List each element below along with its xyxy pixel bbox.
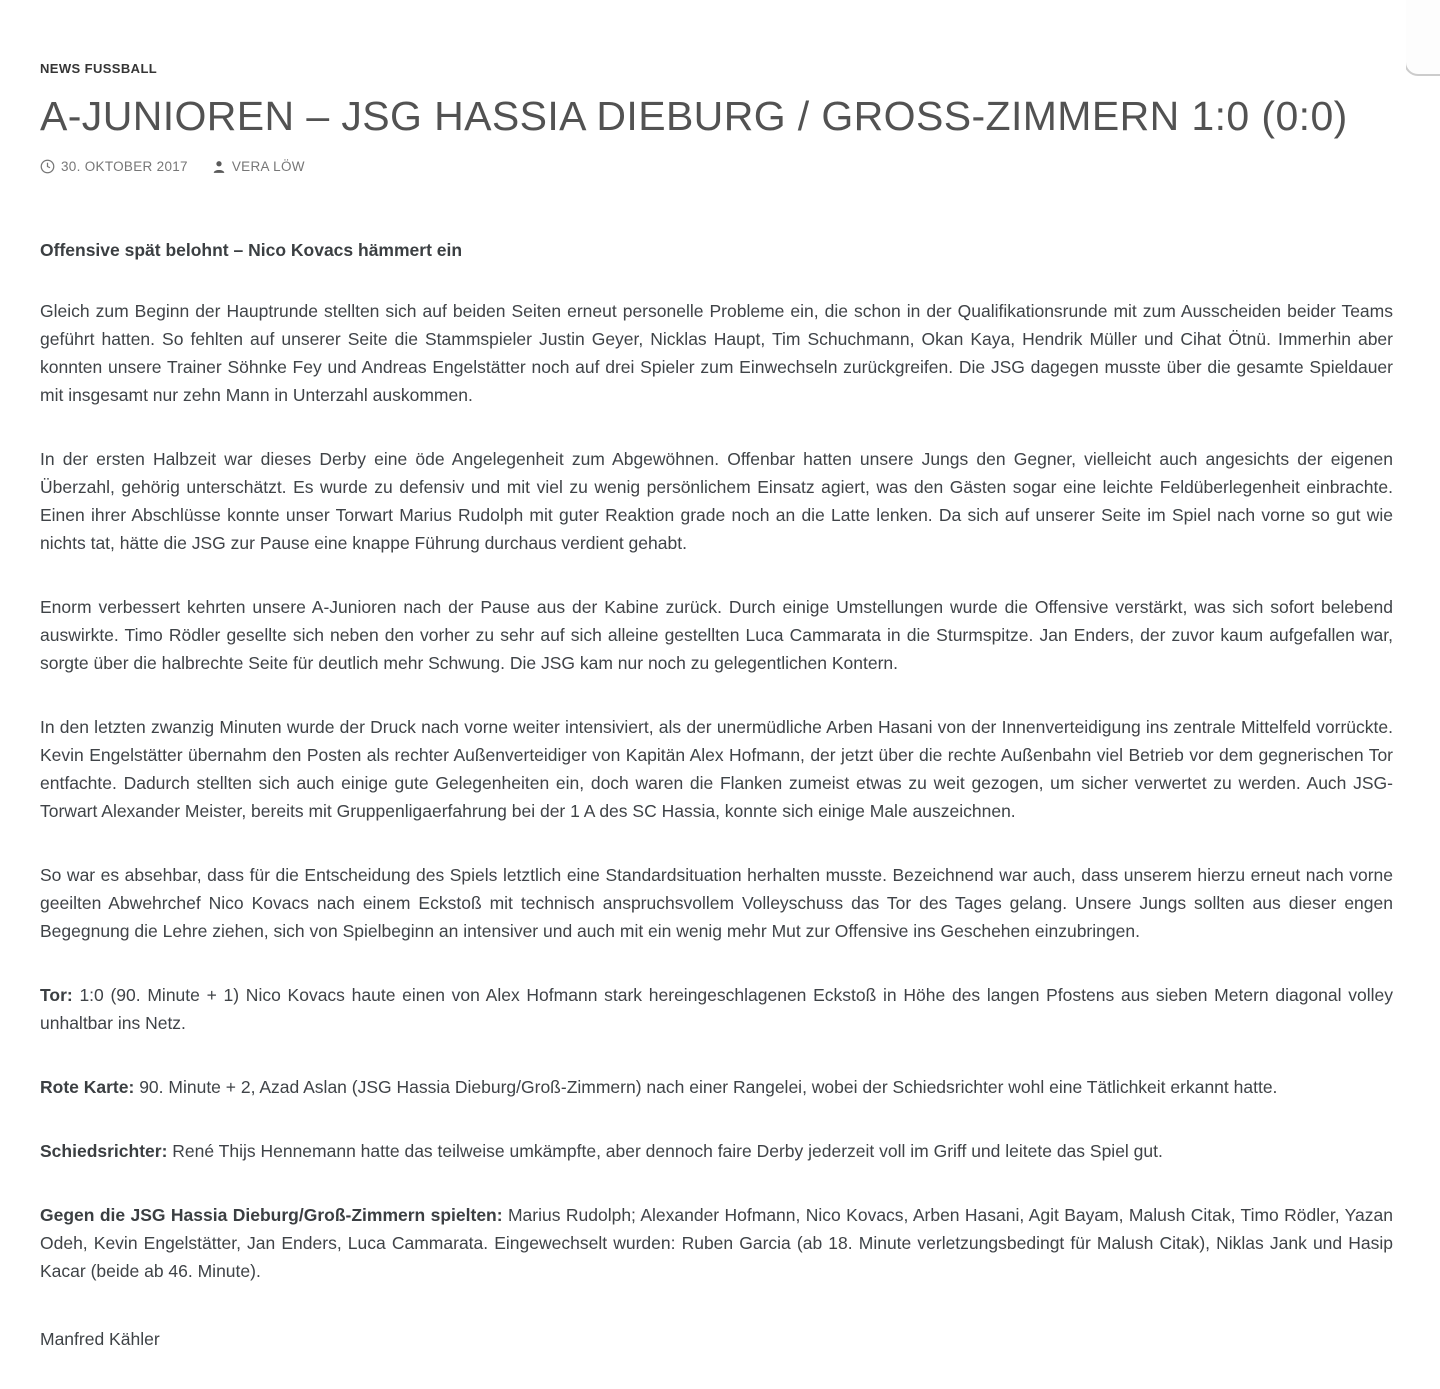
- post-meta: [40, 159, 1393, 174]
- record-goal-label: Tor:: [40, 985, 73, 1006]
- record-lineup-label: Gegen die JSG Hassia Dieburg/Groß-Zimmern spielten:: [40, 1205, 503, 1226]
- clock-icon: [40, 159, 55, 174]
- article-paragraph: So war es absehbar, dass für die Entscheidung des Spiels letztlich eine Standardsituation herhalten musste. Bezeichnend war auch, dass unserem hierzu erneut nach vorne geeilten Abwehrchef Nico Kovacs nach einem Eckstoß mit technisch anspruchsvollem Volleyschuss das Tor des Tages gelang. Unsere Jungs sollten aus dieser engen Begegnung die Lehre ziehen, sich von Spielbeginn an intensiver und auch mit ein wenig mehr Mut zur Offensive ins Geschehen einzubringen.: [40, 865, 1393, 942]
- category-link[interactable]: NEWS FUSSBALL: [40, 61, 158, 76]
- record-red-card-label: Rote Karte:: [40, 1077, 135, 1098]
- floating-widget[interactable]: [1406, 0, 1440, 76]
- article-paragraph: In der ersten Halbzeit war dieses Derby eine öde Angelegenheit zum Abgewöhnen. Offenbar hatten unsere Jungs den Gegner, vielleicht auch angesichts der eigenen Überzahl, gehörig unterschätzt. Es wurde zu defensiv und mit viel zu wenig persönlichem Einsatz agiert, was den Gästen sogar eine leichte Feldüberlegenheit einbrachte. Einen ihrer Abschlüsse konnte unser Torwart Marius Rudolph mit guter Reaktion grade noch an die Latte lenken. Da sich auf unserer Seite im Spiel nach vorne so gut wie nichts tat, hätte die JSG zur Pause eine knappe Führung durchaus verdient gehabt.: [40, 449, 1393, 554]
- record-red-card-text: 90. Minute + 2, Azad Aslan (JSG Hassia Dieburg/Groß-Zimmern) nach einer Rangelei, wobei der Schiedsrichter wohl eine Tätlichkeit erkannt hatte.: [139, 1077, 1278, 1098]
- article-paragraph: In den letzten zwanzig Minuten wurde der Druck nach vorne weiter intensiviert, als der unermüdliche Arben Hasani von der Innenverteidigung ins zentrale Mittelfeld vorrückte. Kevin Engelstätter übernahm den Posten als rechter Außenverteidiger von Kapitän Alex Hofmann, der jetzt über die rechte Außenbahn viel Betrieb vor dem gegnerischen Tor entfachte. Dadurch stellten sich auch einige gute Gelegenheiten ein, doch waren die Flanken zumeist etwas zu weit gezogen, um sicher verwertet zu werden. Auch JSG-Torwart Alexander Meister, bereits mit Gruppenligaerfahrung bei der 1 A des SC Hassia, konnte sich einige Male auszeichnen.: [40, 717, 1393, 822]
- record-goal: [40, 981, 1393, 1037]
- record-red-card: [40, 1073, 1393, 1101]
- record-referee: [40, 1137, 1393, 1165]
- record-referee-label: Schiedsrichter:: [40, 1141, 168, 1162]
- post-date: [40, 159, 188, 174]
- article-subtitle: Offensive spät belohnt – Nico Kovacs hämmert ein: [40, 240, 463, 261]
- post-author-label: VERA LÖW: [231, 159, 305, 175]
- post-date-label: 30. OKTOBER 2017: [61, 159, 188, 175]
- floating-widget-clip: [1406, 0, 1440, 78]
- user-icon: [212, 160, 226, 174]
- author-signature: Manfred Kähler: [40, 1329, 160, 1350]
- post-author: [212, 159, 305, 174]
- record-referee-text: René Thijs Hennemann hatte das teilweise umkämpfte, aber dennoch faire Derby jederzeit voll im Griff und leitete das Spiel gut.: [172, 1141, 1163, 1162]
- record-goal-text: 1:0 (90. Minute + 1) Nico Kovacs haute einen von Alex Hofmann stark hereingeschlagenen Eckstoß in Höhe des langen Pfostens aus sieben Metern diagonal volley unhaltbar ins Netz.: [40, 985, 1393, 1034]
- record-lineup: [40, 1201, 1393, 1285]
- record-lineup-text: Marius Rudolph; Alexander Hofmann, Nico Kovacs, Arben Hasani, Agit Bayam, Malush Citak, Timo Rödler, Yazan Odeh, Kevin Engelstätter, Jan Enders, Luca Cammarata. Eingewechselt wurden: Ruben Garcia (ab 18. Minute verletzungsbedingt für Malush Citak), Niklas Jank und Hasip Kacar (beide ab 46. Minute).: [40, 1205, 1393, 1282]
- article-paragraph: Gleich zum Beginn der Hauptrunde stellten sich auf beiden Seiten erneut personelle Probleme ein, die schon in der Qualifikationsrunde mit zum Ausscheiden beider Teams geführt hatten. So fehlten auf unserer Seite die Stammspieler Justin Geyer, Nicklas Haupt, Tim Schuchmann, Okan Kaya, Hendrik Müller und Cihat Ötnü. Immerhin aber konnten unsere Trainer Söhnke Fey und Andreas Engelstätter noch auf drei Spieler zum Einwechseln zurückgreifen. Die JSG dagegen musste über die gesamte Spieldauer mit insgesamt nur zehn Mann in Unterzahl auskommen.: [40, 301, 1393, 406]
- article-paragraph: Enorm verbessert kehrten unsere A-Junioren nach der Pause aus der Kabine zurück. Durch einige Umstellungen wurde die Offensive verstärkt, was sich sofort belebend auswirkte. Timo Rödler gesellte sich neben den vorher zu sehr auf sich alleine gestellten Luca Cammarata in die Sturmspitze. Jan Enders, der zuvor kaum aufgefallen war, sorgte über die halbrechte Seite für deutlich mehr Schwung. Die JSG kam nur noch zu gelegentlichen Kontern.: [40, 597, 1393, 674]
- page-title: A-JUNIOREN – JSG HASSIA DIEBURG / GROSS-ZIMMERN 1:0 (0:0): [40, 93, 1348, 139]
